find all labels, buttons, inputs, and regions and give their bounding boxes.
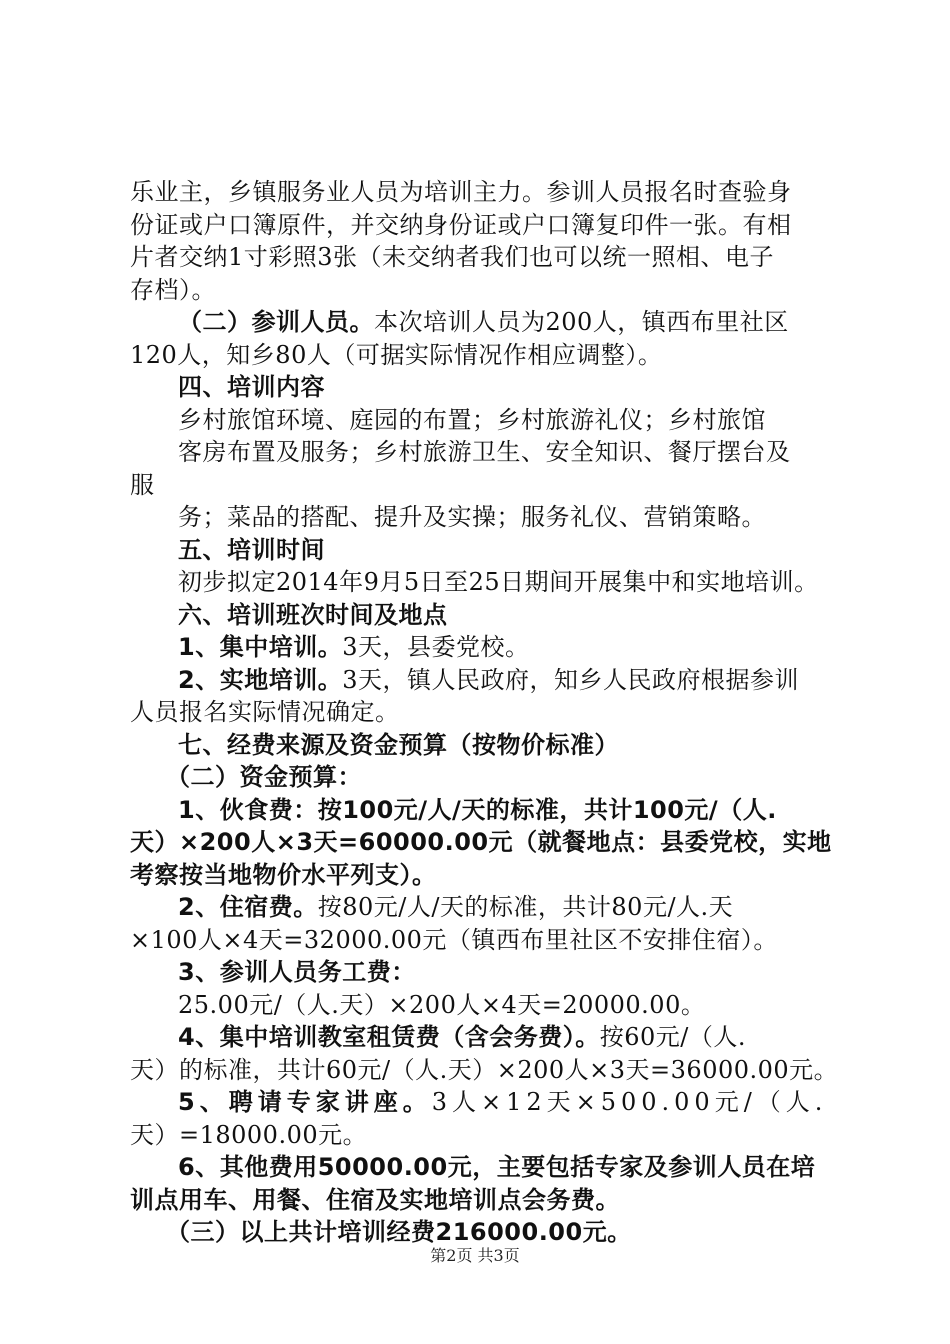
body-text: （三）以上共计培训经费216000.00元。 xyxy=(166,1218,632,1246)
paragraph-line xyxy=(130,1184,842,1217)
paragraph-line xyxy=(130,989,842,1022)
subheading: 4、集中培训教室租赁费（含会务费）。 xyxy=(178,1023,600,1051)
body-text: 1、伙食费：按100元/人/天的标准，共计100元/（人. xyxy=(178,795,777,824)
body-text: 天）×200人×3天=60000.00元（就餐地点：县委党校，实地 xyxy=(130,828,832,856)
page-footer xyxy=(0,1243,950,1266)
paragraph-line xyxy=(130,404,842,437)
body-text: 按60元/（人. xyxy=(599,1023,746,1051)
heading-text: （二）资金预算： xyxy=(166,763,362,791)
paragraph-line xyxy=(130,1086,842,1119)
body-text: 份证或户口簿原件，并交纳身份证或户口簿复印件一张。有相 xyxy=(130,210,792,239)
section-heading xyxy=(130,729,842,762)
body-text: 25.00元/（人.天）×200人×4天=20000.00。 xyxy=(178,990,706,1019)
body-text: 本次培训人员为200人，镇西布里社区 xyxy=(374,308,789,336)
section-heading xyxy=(130,534,842,567)
paragraph-line xyxy=(130,794,842,827)
body-text: ×100人×4天=32000.00元（镇西布里社区不安排住宿）。 xyxy=(130,925,778,954)
paragraph-line xyxy=(130,664,842,697)
paragraph-line xyxy=(130,1119,842,1152)
paragraph-line xyxy=(130,1151,842,1184)
paragraph-line xyxy=(130,696,842,729)
paragraph-line xyxy=(130,956,842,989)
heading-text: 五、培训时间 xyxy=(178,535,325,564)
paragraph-line xyxy=(130,924,842,957)
paragraph-line xyxy=(130,209,842,242)
subheading: 2、住宿费。 xyxy=(178,893,318,921)
body-text: 120人，知乡80人（可据实际情况作相应调整）。 xyxy=(130,340,663,369)
body-text: 存档）。 xyxy=(130,275,216,304)
subheading: 5、聘请专家讲座。 xyxy=(178,1088,432,1116)
section-heading xyxy=(130,371,842,404)
paragraph-line xyxy=(130,241,842,274)
paragraph-line xyxy=(130,891,842,924)
paragraph-line xyxy=(130,1054,842,1087)
paragraph-line xyxy=(130,469,842,502)
body-text: 天）的标准，共计60元/（人.天）×200人×3天=36000.00元。 xyxy=(130,1055,839,1084)
body-text: 务；菜品的搭配、提升及实操；服务礼仪、营销策略。 xyxy=(178,503,766,531)
section-heading xyxy=(130,599,842,632)
subheading: 2、实地培训。 xyxy=(178,665,343,694)
body-text: 初步拟定2014年9月5日至25日期间开展集中和实地培训。 xyxy=(178,568,819,596)
paragraph-line xyxy=(130,339,842,372)
paragraph-line xyxy=(130,631,842,664)
body-text: 天）=18000.00元。 xyxy=(130,1120,368,1149)
page-number: 第2页 共3页 xyxy=(430,1246,520,1265)
body-text: 客房布置及服务；乡村旅游卫生、安全知识、餐厅摆台及 xyxy=(178,438,791,466)
paragraph-line xyxy=(130,859,842,892)
body-text: 服 xyxy=(130,470,155,499)
body-text: 3天，县委党校。 xyxy=(342,633,530,661)
subheading: （二）参训人员。 xyxy=(178,308,374,336)
paragraph-line xyxy=(130,306,842,339)
body-text: 3人×12天×500.00元/（人. xyxy=(431,1088,828,1116)
paragraph-line xyxy=(130,436,842,469)
heading-text: 六、培训班次时间及地点 xyxy=(178,600,448,629)
paragraph-line xyxy=(130,566,842,599)
body-text: 6、其他费用50000.00元，主要包括专家及参训人员在培 xyxy=(178,1153,816,1181)
heading-text: 七、经费来源及资金预算（按物价标准） xyxy=(178,730,619,759)
paragraph-line xyxy=(130,176,842,209)
paragraph-line xyxy=(130,274,842,307)
paragraph-line xyxy=(130,1021,842,1054)
body-text: 人员报名实际情况确定。 xyxy=(130,698,400,726)
heading-text: 四、培训内容 xyxy=(178,373,325,401)
document-body xyxy=(130,176,842,1249)
body-text: 乐业主，乡镇服务业人员为培训主力。参训人员报名时查验身 xyxy=(130,178,792,206)
body-text: 训点用车、用餐、住宿及实地培训点会务费。 xyxy=(130,1185,620,1214)
subheading: 1、集中培训。 xyxy=(178,633,343,661)
body-text: 乡村旅馆环境、庭园的布置；乡村旅游礼仪；乡村旅馆 xyxy=(178,405,766,434)
paragraph-line xyxy=(130,826,842,859)
subheading: 3、参训人员务工费： xyxy=(178,958,416,986)
body-text: 考察按当地物价水平列支）。 xyxy=(130,860,437,889)
body-text: 片者交纳1寸彩照3张（未交纳者我们也可以统一照相、电子 xyxy=(130,243,775,271)
body-text: 按80元/人/天的标准，共计80元/人.天 xyxy=(317,893,734,921)
paragraph-line xyxy=(130,501,842,534)
body-text: 3天，镇人民政府，知乡人民政府根据参训 xyxy=(342,665,799,694)
section-heading xyxy=(130,761,842,794)
